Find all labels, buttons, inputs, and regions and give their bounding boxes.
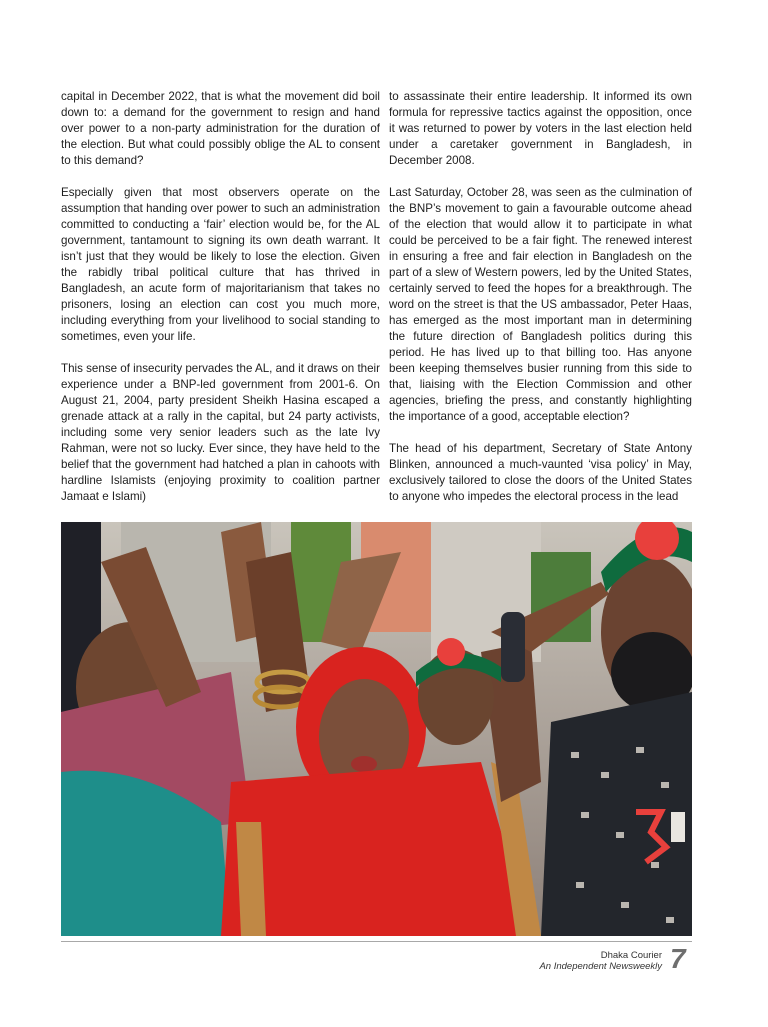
paragraph: capital in December 2022, that is what the movement did boil down to: a demand for the government to resign and hand over power to a non-party administration for the duration of the election. But what could possibly oblige the AL to consent to this demand? (61, 90, 380, 167)
protest-photo-illustration (61, 522, 692, 936)
paragraph: This sense of insecurity pervades the AL, and it draws on their experience under a BNP-led government from 2001-6. On August 21, 2004, party president Sheikh Hasina escaped a grenade attack at a rally in the capital, but 24 party activists, including some very senior leaders such as the late Ivy Rahman, were not so lucky. Ever since, they have held to the belief that the government had hatched a plan in cahoots with hardline Islamists (enjoying proximity to coalition partner Jamaat e Islami) (61, 362, 380, 503)
paragraph: Especially given that most observers operate on the assumption that handing over power to such an administration committed to conducting a ‘fair’ election would be, for the AL government, tantamount to signing its own death warrant. It isn’t just that they would be likely to lose the election. Given the rabidly tribal political culture that has thrived in Bangladesh, an acute form of majoritarianism that takes no prisoners, losing an election can cost you much more, including everything from your livelihood to social standing to sometimes, even your life. (61, 186, 381, 343)
article-photo (61, 522, 692, 936)
page-number: 7 (670, 943, 686, 974)
footer-divider (61, 941, 692, 942)
article-column-left (61, 89, 380, 521)
publication-tagline: An Independent Newsweekly (539, 961, 662, 972)
footer-masthead (539, 950, 662, 972)
paragraph: to assassinate their entire leadership. It informed its own formula for repressive tactics against the opposition, once it was returned to power by voters in the last election held under a caretaker government in Bangladesh, in December 2008. (389, 90, 692, 167)
paragraph: The head of his department, Secretary of State Antony Blinken, announced a much-vaunted ‘visa policy’ in May, exclusively tailored to close the doors of the United States to anyone who impedes the electoral process in the lead (389, 442, 692, 503)
paragraph: Last Saturday, October 28, was seen as the culmination of the BNP’s movement to gain a favourable outcome ahead of the election that would allow it to participate in what could be perceived to be a fair fight. The renewed interest in ensuring a free and fair election in Bangladesh on the part of a slew of Western powers, led by the United States, certainly served to feed the hopes for a breakthrough. The word on the street is that the US ambassador, Peter Haas, has emerged as the most important man in determining the future direction of Bangladesh politics during this period. He has lived up to that billing too. Has anyone been keeping themselves busier running from this side to that, liaising with the Election Commission and other agencies, briefing the press, and constantly highlighting the importance of a good, acceptable election? (389, 186, 692, 423)
publication-name: Dhaka Courier (600, 950, 662, 961)
article-column-right (389, 89, 692, 521)
